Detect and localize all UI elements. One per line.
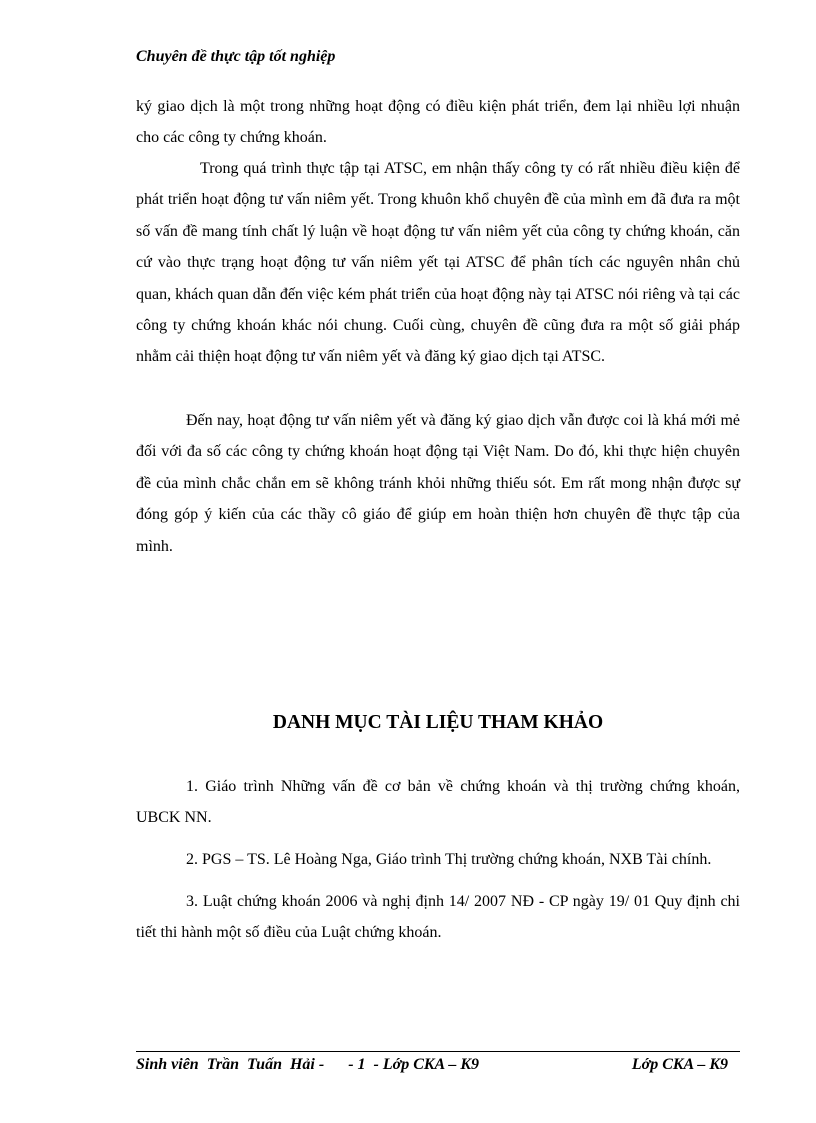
reference-item-3: 3. Luật chứng khoán 2006 và nghị định 14/ 2007 NĐ - CP ngày 19/ 01 Quy định chi tiết thi hành một số điều của Luật chứng khoán. xyxy=(136,893,740,941)
references-list xyxy=(136,771,740,959)
page-footer xyxy=(136,1056,740,1078)
running-header: Chuyên đề thực tập tốt nghiệp xyxy=(136,48,336,65)
paragraph-text: Đến nay, hoạt động tư vấn niêm yết và đăng ký giao dịch vẫn được coi là khá mới mẻ đối với đa số các công ty chứng khoán hoạt động tại Việt Nam. Do đó, khi thực hiện chuyên đề của mình chắc chắn em sẽ không tránh khỏi những thiếu sót. Em rất mong nhận được sự đóng góp ý kiến của các thầy cô giáo để giúp em hoàn thiện hơn chuyên đề thực tập của mình. xyxy=(136,412,740,555)
footer-divider xyxy=(136,1051,740,1052)
reference-item-2: 2. PGS – TS. Lê Hoàng Nga, Giáo trình Thị trường chứng khoán, NXB Tài chính. xyxy=(186,851,712,868)
footer-left-text: Sinh viên Trần Tuấn Hải - - 1 - Lớp CKA – K9 xyxy=(136,1056,480,1073)
paragraph-text: Trong quá trình thực tập tại ATSC, em nhận thấy công ty có rất nhiều điều kiện để phát triển hoạt động tư vấn niêm yết. Trong khuôn khổ chuyên đề của mình em đã đưa ra một số vấn đề mang tính chất lý luận về hoạt động tư vấn niêm yết của công ty chứng khoán, căn cứ vào thực trạng hoạt động tư vấn niêm yết tại ATSC để phân tích các nguyên nhân chủ quan, khách quan dẫn đến việc kém phát triển của hoạt động này tại ATSC nói riêng và tại các công ty chứng khoán khác nói chung. Cuối cùng, chuyên đề cũng đưa ra một số giải pháp nhằm cải thiện hoạt động tư vấn niêm yết và đăng ký giao dịch tại ATSC. xyxy=(136,160,740,366)
footer-right-text: Lớp CKA – K9 xyxy=(631,1056,728,1073)
reference-item-1: 1. Giáo trình Những vấn đề cơ bản về chứng khoán và thị trường chứng khoán, UBCK NN. xyxy=(136,778,740,826)
body-paragraph-2 xyxy=(136,153,740,373)
body-paragraph-1 xyxy=(136,91,740,154)
references-title: DANH MỤC TÀI LIỆU THAM KHẢO xyxy=(272,712,604,733)
body-paragraph-3 xyxy=(136,405,740,562)
paragraph-text: ký giao dịch là một trong những hoạt động có điều kiện phát triển, đem lại nhiều lợi nhuận cho các công ty chứng khoán. xyxy=(136,98,740,147)
